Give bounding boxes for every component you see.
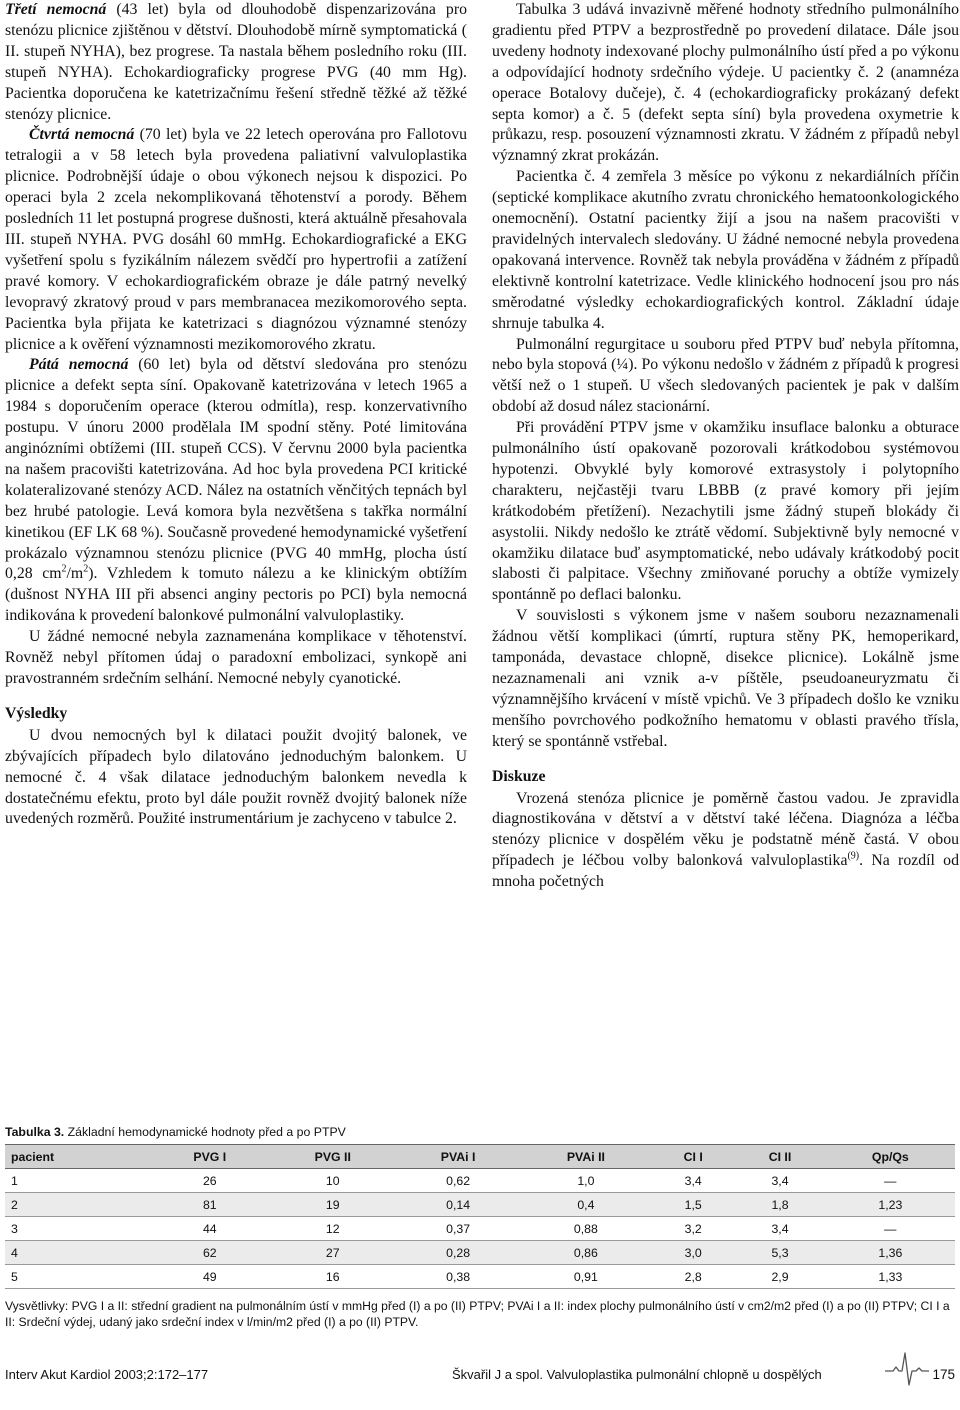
col-header: CI II [734, 1145, 825, 1169]
col-header: CI I [652, 1145, 734, 1169]
case-3-text: (43 let) byla od dlouhodobě dispenzarizována pro stenózu plicnice zjištěnou v dětství. Dlouhodobě mírně symptomatická ( II. stupeň NYHA), bez progrese. Ta nastala během posledního roku (III. stupeň NYHA). Echokardiograficky progrese PVG (40 mm Hg). Pacientka doporučena ke katetrizačnímu řešení středně těžké až těžké stenózy plicnice. [5, 1, 467, 123]
table-cell: 3 [5, 1217, 151, 1241]
table-cell: 3,0 [652, 1241, 734, 1265]
followup-paragraph: Pacientka č. 4 zemřela 3 měsíce po výkonu z nekardiálních příčin (septické komplikace akutního zvratu chronického hematoonkologického onemocnění). Ostatní pacientky žijí a jsou na našem pracovišti v pravidelných intervalech sledovány. U žádné nemocné nebyla provedena opakovaná intervence. Rovněž tak nebyla prováděna v žádném z případů elektivně kontrolní katetrizace. Vedle klinického hodnocení jsou pro nás směrodatné výsledky echokardiografických kontrol. Základní údaje shrnuje tabulka 4. [492, 168, 959, 332]
table-row [5, 1241, 955, 1265]
regurgitation-paragraph: Pulmonální regurgitace u souboru před PTPV buď nebyla přítomna, nebo byla stopová (¼). Po výkonu nedošlo v žádném z případů k progresi větší než o 1 stupeň. U všech sledovaných pacientek je pak v dalším období až dosud nález stacionární. [492, 335, 959, 416]
case-5-paragraph [5, 355, 467, 627]
case-5-text-a: (60 let) byla od dětství sledována pro stenózu plicnice a defekt septa síní. Opakovaně katetrizována v letech 1965 a 1984 s doporučením operace (kterou odmítla), resp. konzervativního postupu. V únoru 2000 prodělala IM spodní stěny. Poté limitována anginózními obtížemi (III. stupeň CCS). V červnu 2000 byla pacientka na našem pracovišti katetrizována. Ad hoc byla provedena PCI kritické kolateralizované stenózy ACD. Nález na ostatních věnčitých tepnách byl bez hrubé patologie. Levá komora byla nezvětšena s takřka normální kinetikou (EF LK 68 %). Současně provedené hemodynamické vyšetření prokázalo významnou stenózu plicnice (PVG 40 mmHg, plocha ústí 0,28 cm [5, 356, 468, 583]
table-cell: 4 [5, 1241, 151, 1265]
table-cell: 5 [5, 1265, 151, 1289]
table-3 [5, 1125, 955, 1330]
right-text-column [492, 0, 959, 893]
table-cell: 0,14 [396, 1193, 519, 1217]
case-5-sup-1: 2 [61, 564, 67, 576]
table-3-legend: Vysvětlivky: PVG I a II: střední gradient na pulmonálním ústí v mmHg před (I) a po (II) PTPV; PVAi I a II: index plochy pulmonálního ústí v cm2/m2 před (I) a po (II) PTPV; CI I a II: Srdeční výdej, udaný jako srdeční index v l/min/m2 před (I) a po (II) PTPV. [5, 1299, 950, 1329]
case-5-sup-2: 2 [83, 564, 89, 576]
table-cell: 3,4 [652, 1169, 734, 1193]
table-cell: 0,62 [396, 1169, 519, 1193]
table-cell: 2,8 [652, 1265, 734, 1289]
table-cell: 1,8 [734, 1193, 825, 1217]
table-cell: 16 [269, 1265, 396, 1289]
pregnancy-paragraph: U žádné nemocné nebyla zaznamenána komplikace v těhotenství. Rovněž nebyl přítomen údaj o paradoxní embolizaci, synkopě ani pravostranném srdečním selhání. Nemocné nebyly cyanotické. [5, 628, 467, 687]
table-cell: 0,37 [396, 1217, 519, 1241]
table-cell: 5,3 [734, 1241, 825, 1265]
case-4-text: (70 let) byla ve 22 letech operována pro Fallotovu tetralogii a v 58 letech byla provedena paliativní valvuloplastika plicnice. Podrobnější údaje o obou výkonech nejsou k dispozici. Po operaci byla 2 zcela nekomplikovaná těhotenství a porody. Během posledních 11 let postupná progrese dušnosti, která aktuálně přesahovala III. stupeň NYHA. PVG dosáhl 60 mmHg. Echokardiografické a EKG vyšetření spolu s fyzikálním nálezem svědčí pro hypertrofii a zatížení pravé komory. V echokardiografickém obraze je dále patrný nevelký levopravý zkratový proud v pars membranacea mezikomorového septa. Pacientka byla přijata ke katetrizaci s diagnózou významné stenózy plicnice a k ověření významnosti mezikomorového zkratu. [5, 126, 468, 353]
col-header: pacient [5, 1145, 151, 1169]
table-row [5, 1265, 955, 1289]
col-header: PVG I [151, 1145, 269, 1169]
table-cell: — [826, 1169, 955, 1193]
table-cell: 1,5 [652, 1193, 734, 1217]
table-3-caption-text: Základní hemodynamické hodnoty před a po PTPV [64, 1125, 346, 1139]
table-cell: 1 [5, 1169, 151, 1193]
case-4-paragraph [5, 125, 467, 355]
table-cell: 0,28 [396, 1241, 519, 1265]
table-cell: 0,86 [520, 1241, 652, 1265]
table-cell: 1,36 [826, 1241, 955, 1265]
results-paragraph: U dvou nemocných byl k dilataci použit dvojitý balonek, ve zbývajících případech bylo dilatováno jednoduchým balonkem. U nemocné č. 4 však dilatace jednoduchým balonkem nevedla k dostatečnému efektu, proto byl dále použit rovněž dvojitý balonek níže uvedených rozměrů. Použité instrumentárium je zachyceno v tabulce 2. [5, 726, 467, 828]
table-cell: 2 [5, 1193, 151, 1217]
case-5-text-c: ). Vzhledem k tomuto nálezu a ke klinickým obtížím (dušnost NYHA III při absenci anginy pectoris po PCI) byla nemocná indikována k provedení balonkové pulmonální valvuloplastiky. [5, 565, 467, 625]
table-cell: 12 [269, 1217, 396, 1241]
table-cell: — [826, 1217, 955, 1241]
page-number: 175 [932, 1367, 955, 1382]
journal-citation: Interv Akut Kardiol 2003;2:172–177 [5, 1367, 209, 1382]
table-row [5, 1169, 955, 1193]
table3-description-paragraph: Tabulka 3 udává invazivně měřené hodnoty středního pulmonálního gradientu před PTPV a bezprostředně po provedení dilatace. Dále jsou uvedeny hodnoty indexované plochy pulmonálního ústí před a po výkonu a odpovídající hodnoty srdečního výdeje. U pacientky č. 2 (anamnéza operace Botalovy dučeje), č. 4 (echokardiograficky prokázaný defekt septa komor) a č. 5 (defekt septa síní) byla provedena oxymetrie k průkazu, resp. posouzení významnosti zkratu. V žádném z případů nebyl významný zkrat prokázán. [492, 1, 959, 165]
discussion-tail: . Na rozdíl od mnoha početných [492, 852, 959, 891]
col-header: PVAi I [396, 1145, 519, 1169]
case-5-lead: Pátá nemocná [29, 356, 129, 374]
table-cell: 81 [151, 1193, 269, 1217]
table-row [5, 1217, 955, 1241]
discussion-citation: (9) [847, 850, 860, 862]
results-heading: Výsledky [5, 704, 68, 722]
col-header: PVG II [269, 1145, 396, 1169]
table-header-row [5, 1145, 955, 1169]
table-3-caption [5, 1125, 955, 1139]
hemodynamics-table [5, 1144, 955, 1289]
discussion-paragraph [492, 789, 959, 894]
running-title: Škvařil J a spol. Valvuloplastika pulmonální chlopně u dospělých [452, 1367, 822, 1382]
table-cell: 0,88 [520, 1217, 652, 1241]
complications-paragraph: V souvislosti s výkonem jsme v našem souboru nezaznamenali žádnou větší komplikaci (úmrtí, ruptura stěny PK, hemoperikard, tamponáda, devastace chlopně, disekce plicnice). Lokálně jsme nezaznamenali ani vznik a-v píštěle, pseudoaneuryzmatu či významnějšího krvácení v místě vpichů. Ve 3 případech došlo ke vzniku menšího povrchového podkožního hematomu v oblasti pravého třísla, který se spontánně vstřebal. [492, 607, 959, 750]
case-3-paragraph [5, 0, 467, 125]
table-cell: 27 [269, 1241, 396, 1265]
case-5-text-b: /m [66, 565, 84, 583]
discussion-text: Vrozená stenóza plicnice je poměrně častou vadou. Je zpravidla diagnostikována v dětství a v dětství také léčena. Diagnóza a léčba stenózy plicnice v dospělém věku je podstatně méně častá. V obou případech je léčbou volby balonková valvuloplastika [492, 789, 959, 870]
case-4-lead: Čtvrtá nemocná [29, 126, 135, 144]
table-cell: 3,4 [734, 1217, 825, 1241]
left-text-column [5, 0, 467, 830]
table-cell: 3,2 [652, 1217, 734, 1241]
page-footer [5, 1367, 955, 1387]
table-row [5, 1193, 955, 1217]
hypotension-paragraph: Při provádění PTPV jsme v okamžiku insuflace balonku a obturace pulmonálního ústí opakovaně pozorovali krátkodobou systémovou hypotenzi. Obvyklé byly komorové extrasystoly i polytopního charakteru, nejčastěji tvaru LBBB (z pravé komory při jejím krátkodobém přetížení). Nezachytili jsme žádný stupeň blokády či asystolii. Nikdy nedošlo ke ztrátě vědomí. Subjektivně byly nemocné v okamžiku dilatace buď asymptomatické, nebo udávaly krátkodobý pocit slabosti či palpitace. Všechny zmiňované poruchy a obtíže vymizely spontánně po deflaci balonku. [492, 419, 959, 604]
table-3-caption-label: Tabulka 3. [5, 1125, 65, 1139]
table-cell: 3,4 [734, 1169, 825, 1193]
col-header: Qp/Qs [826, 1145, 955, 1169]
col-header: PVAi II [520, 1145, 652, 1169]
table-cell: 62 [151, 1241, 269, 1265]
case-3-lead: Třetí nemocná [5, 1, 107, 18]
table-cell: 44 [151, 1217, 269, 1241]
table-cell: 1,23 [826, 1193, 955, 1217]
discussion-heading: Diskuze [492, 767, 546, 785]
table-cell: 49 [151, 1265, 269, 1289]
table-cell: 0,38 [396, 1265, 519, 1289]
table-cell: 0,91 [520, 1265, 652, 1289]
table-cell: 10 [269, 1169, 396, 1193]
table-cell: 19 [269, 1193, 396, 1217]
table-cell: 26 [151, 1169, 269, 1193]
table-cell: 2,9 [734, 1265, 825, 1289]
table-cell: 1,33 [826, 1265, 955, 1289]
ecg-pulse-icon [885, 1349, 929, 1389]
table-cell: 0,4 [520, 1193, 652, 1217]
table-cell: 1,0 [520, 1169, 652, 1193]
